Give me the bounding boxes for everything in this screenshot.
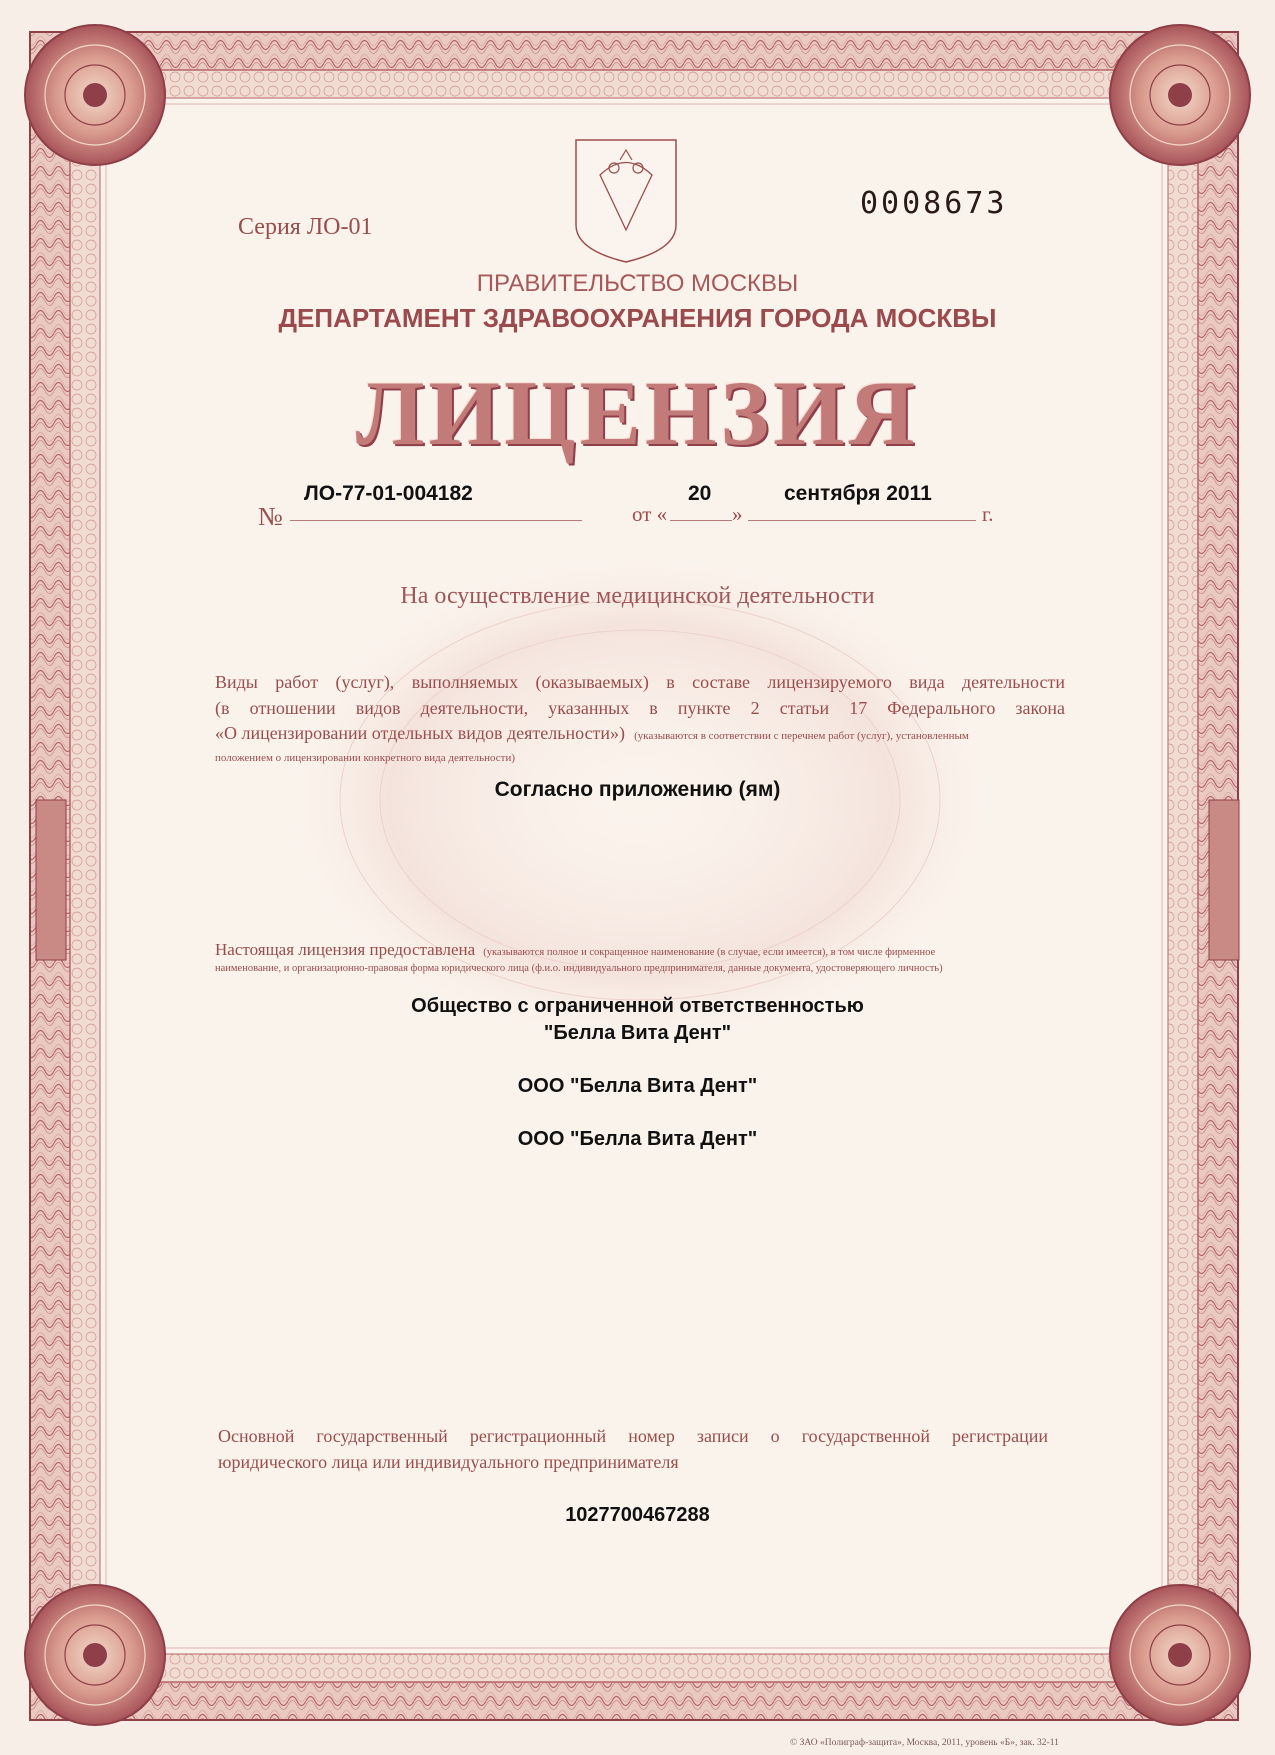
ogrn-label-2: юридического лица или индивидуального предпринимателя [218, 1452, 679, 1472]
series-label: Серия ЛО-01 [238, 214, 373, 240]
activity-title: На осуществление медицинской деятельности [400, 583, 875, 609]
granted-line-1 [215, 940, 1065, 960]
works-line-1: Виды работ (услуг), выполняемых (оказываемых) в составе лицензируемого вида деятельности [215, 672, 1065, 692]
works-value: Согласно приложению (ям) [494, 778, 781, 801]
license-number: ЛО-77-01-004182 [304, 482, 473, 505]
number-sign: № [258, 502, 283, 531]
ogrn-value: 1027700467288 [565, 1504, 710, 1526]
document-title: ЛИЦЕНЗИЯ [355, 362, 920, 464]
company-short-name: ООО "Белла Вита Дент" [517, 1075, 758, 1097]
works-line-2: (в отношении видов деятельности, указанных в пункте 2 статьи 17 Федерального закона [215, 698, 1065, 718]
works-line-4-note: положением о лицензировании конкретного вида деятельности) [215, 752, 516, 764]
government-name: ПРАВИТЕЛЬСТВО МОСКВЫ [476, 270, 799, 297]
company-full-name-2: "Белла Вита Дент" [543, 1022, 732, 1044]
date-close-quote: » [732, 502, 743, 526]
corner-rosette-top-left [25, 25, 165, 165]
corner-rosette-bottom-left [25, 1585, 165, 1725]
ogrn-label-1: Основной государственный регистрационный номер записи о государственной регистрации [218, 1426, 1048, 1446]
company-full-name-1: Общество с ограниченной ответственностью [411, 995, 864, 1017]
granted-note-2: наименование, и организационно-правовая форма юридического лица (ф.и.о. индивидуального предпринимателя, данные документа, удостоверяющего личность) [215, 963, 943, 974]
company-brand-name: ООО "Белла Вита Дент" [517, 1128, 758, 1150]
corner-rosette-top-right [1110, 25, 1250, 165]
form-number: 0008673 [860, 186, 1008, 221]
granted-label: Настоящая лицензия предоставлена [215, 940, 476, 959]
works-line-3-main: «О лицензировании отдельных видов деятельности») [215, 723, 626, 743]
coat-of-arms-icon [576, 140, 676, 262]
works-line-3 [215, 723, 1065, 744]
printer-imprint: © ЗАО «Полиграф-защита», Москва, 2011, уровень «Б», зак. 32-11 [790, 1738, 1059, 1748]
works-line-3-note: (указываются в соответствии с перечнем работ (услуг), установленным [634, 730, 969, 742]
year-suffix: г. [982, 502, 994, 526]
corner-rosette-bottom-right [1110, 1585, 1250, 1725]
license-month-year: сентября 2011 [784, 482, 932, 505]
department-name: ДЕПАРТАМЕНТ ЗДРАВООХРАНЕНИЯ ГОРОДА МОСКВЫ [278, 303, 997, 333]
date-from-label: от « [632, 502, 668, 526]
granted-note-1: (указываются полное и сокращенное наименование (в случае, если имеется), в том числе фирменное [483, 947, 936, 958]
license-day: 20 [688, 482, 712, 505]
